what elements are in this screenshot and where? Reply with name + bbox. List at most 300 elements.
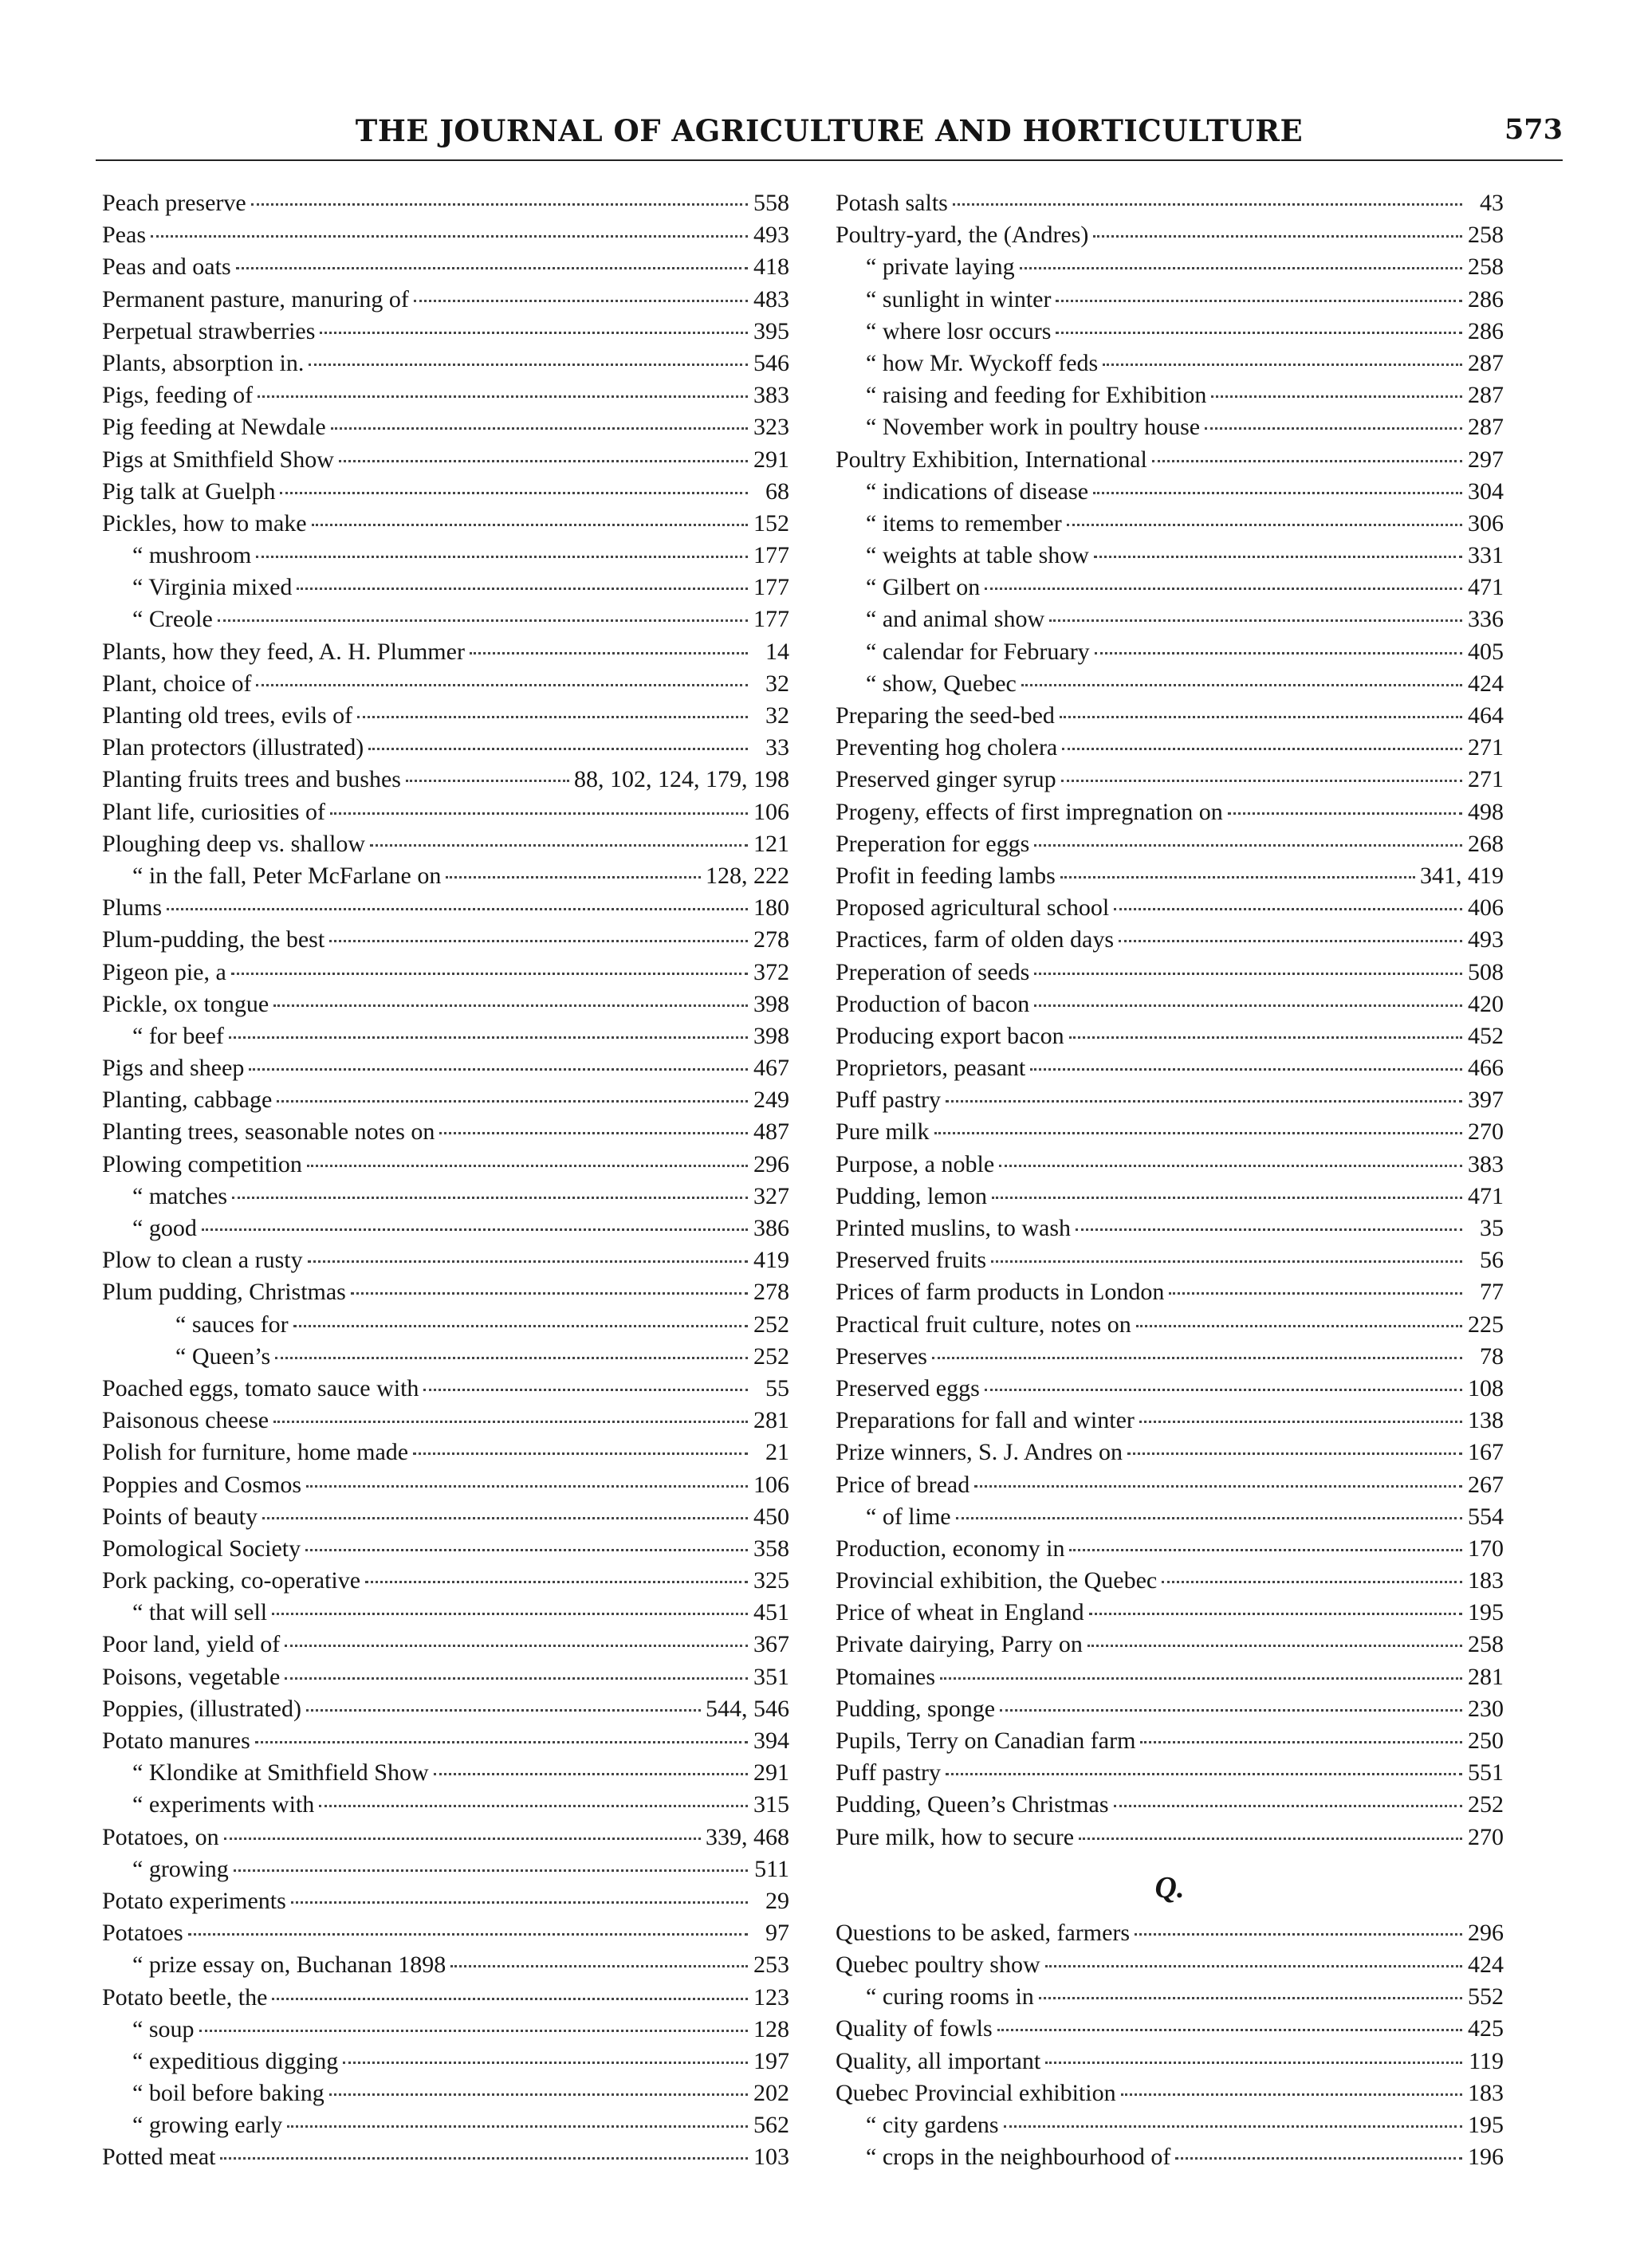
entry-pages: 123 [753,1983,789,2011]
index-entry [836,926,1504,958]
dot-leader [946,1100,1462,1103]
entry-label: Practical fruit culture, notes on [836,1311,1131,1338]
dot-leader [306,1709,701,1712]
entry-pages: 202 [753,2080,789,2107]
entry-label: Paisonous cheese [102,1407,269,1434]
entry-label: Poppies, (illustrated) [102,1695,301,1722]
index-entry [836,382,1504,414]
dot-leader [329,940,748,942]
entry-pages: 339, 468 [706,1823,789,1850]
index-entry [836,414,1504,446]
entry-label: “ Gilbert on [866,574,981,601]
dot-leader [1067,524,1462,526]
index-entry [836,1664,1504,1696]
entry-label: “ and animal show [866,606,1045,633]
index-entry [102,382,789,414]
entry-pages: 306 [1468,509,1504,537]
dot-leader [307,1165,748,1167]
entry-pages: 258 [1468,1631,1504,1658]
dot-leader [470,652,748,654]
dot-leader [1175,2157,1462,2160]
dot-leader [234,1869,748,1872]
index-entry [836,2080,1504,2112]
entry-pages: 106 [753,1471,789,1498]
entry-pages: 450 [753,1503,789,1530]
dot-leader [291,1901,748,1904]
entry-label: “ in the fall, Peter McFarlane on [132,862,442,889]
entry-label: Quality of fowls [836,2015,993,2042]
index-entry [102,1055,789,1087]
header-rule [96,159,1563,161]
entry-label: “ of lime [866,1503,951,1530]
entry-label: Provincial exhibition, the Quebec [836,1567,1158,1594]
entry-label: “ weights at table show [866,542,1089,569]
entry-pages: 138 [1468,1407,1504,1434]
dot-leader [446,876,701,879]
dot-leader [1021,684,1462,686]
entry-pages: 225 [1468,1311,1504,1338]
index-entry [102,894,789,926]
entry-pages: 386 [753,1215,789,1241]
entry-pages: 88, 102, 124, 179, 198 [574,766,789,793]
entry-pages: 68 [765,478,789,505]
entry-pages: 21 [765,1439,789,1466]
entry-label: Pure milk, how to secure [836,1823,1075,1850]
entry-label: “ November work in poultry house [866,414,1201,441]
entry-label: Preserved fruits [836,1247,987,1274]
entry-pages: 471 [1468,574,1504,601]
dot-leader [985,588,1462,590]
dot-leader [285,1677,748,1680]
entry-label: Printed muslins, to wash [836,1215,1072,1241]
dot-leader [1103,364,1462,366]
index-entry [102,254,789,285]
index-entry [836,222,1504,254]
entry-pages: 383 [1468,1150,1504,1177]
dot-leader [343,2062,748,2064]
index-entry [836,1631,1504,1663]
entry-pages: 351 [753,1663,789,1690]
index-entry [102,1984,789,2016]
entry-label: Price of bread [836,1471,970,1498]
index-entry [836,2112,1504,2144]
entry-label: Preserves [836,1342,927,1370]
entry-label: Planting, cabbage [102,1087,273,1114]
index-entry [102,1856,789,1888]
entry-pages: 170 [1468,1535,1504,1562]
dot-leader [308,1260,748,1263]
dot-leader [249,1068,748,1071]
index-entry [102,1183,789,1215]
entry-label: Private dairying, Parry on [836,1631,1083,1658]
index-entry [102,1791,789,1823]
right-entries [836,190,1504,1856]
entry-pages: 493 [753,222,789,249]
entry-label: Pork packing, co-operative [102,1567,361,1594]
entry-label: Potted meat [102,2144,216,2171]
dot-leader [305,1549,748,1551]
entry-pages: 195 [1468,2111,1504,2138]
entry-pages: 327 [753,1182,789,1209]
dot-leader [320,332,748,334]
entry-pages: 287 [1468,382,1504,409]
entry-pages: 323 [753,414,789,441]
entry-pages: 271 [1468,734,1504,761]
entry-pages: 372 [753,958,789,985]
index-entry [102,1952,789,1983]
entry-label: Potato experiments [102,1887,286,1914]
dot-leader [285,1645,748,1647]
index-entry [102,1599,789,1631]
entry-label: Pigs, feeding of [102,382,254,409]
index-entry [836,991,1504,1023]
dot-leader [1169,1292,1462,1295]
dot-leader [999,1165,1462,1167]
dot-leader [258,395,748,398]
entry-label: “ crops in the neighbourhood of [866,2144,1171,2171]
entry-pages: 252 [1468,1791,1504,1818]
entry-label: Poppies and Cosmos [102,1471,302,1498]
entry-label: Pigs at Smithfield Show [102,446,334,473]
dot-leader [229,1036,748,1039]
entry-label: “ where losr occurs [866,317,1052,344]
dot-leader [1020,267,1462,269]
index-entry [102,350,789,382]
entry-label: Planting fruits trees and bushes [102,766,401,793]
dot-leader [287,2125,748,2128]
entry-pages: 197 [753,2047,789,2074]
index-entry [836,542,1504,574]
index-entry [102,831,789,863]
entry-pages: 331 [1468,542,1504,569]
dot-leader [1087,1645,1462,1647]
section-letter-q: Q. [1154,1870,1185,1904]
entry-pages: 35 [1480,1215,1504,1241]
entry-pages: 281 [753,1407,789,1434]
entry-pages: 562 [753,2112,789,2139]
dot-leader [1039,1997,1462,1999]
entry-label: Price of wheat in England [836,1599,1084,1626]
index-entry [836,1023,1504,1055]
entry-pages: 55 [765,1374,789,1401]
entry-label: Pudding, Queen’s Christmas [836,1791,1109,1818]
entry-pages: 103 [753,2144,789,2171]
entry-label: Puff pastry [836,1087,941,1114]
index-entry [836,1311,1504,1343]
entry-label: Ptomaines [836,1663,935,1690]
entry-label: Peas and oats [102,254,231,281]
index-entry [102,2016,789,2048]
dot-leader [985,1389,1462,1391]
dot-leader [331,427,748,430]
index-entry [102,734,789,766]
entry-pages: 32 [765,670,789,697]
entry-pages: 270 [1468,1823,1504,1850]
index-entry [102,1888,789,1920]
dot-leader [329,2093,748,2096]
dot-leader [236,267,748,269]
index-entry [836,1279,1504,1311]
index-entry [836,1118,1504,1150]
entry-label: Practices, farm of olden days [836,926,1115,953]
dot-leader [406,780,569,782]
index-entry [836,799,1504,831]
index-entry [836,1535,1504,1567]
index-entry [836,1567,1504,1599]
entry-label: “ soup [132,2015,195,2042]
entry-pages: 552 [1468,1983,1504,2011]
index-entry [102,542,789,574]
dot-leader [934,1132,1463,1134]
index-entry [836,1472,1504,1503]
dot-leader [450,1965,748,1967]
entry-pages: 258 [1468,222,1504,249]
index-entry [102,1023,789,1055]
entry-pages: 128 [753,2015,789,2042]
entry-pages: 471 [1468,1182,1504,1209]
entry-pages: 183 [1468,1567,1504,1594]
index-entry [102,414,789,446]
dot-leader [992,1197,1462,1199]
entry-label: Pudding, sponge [836,1695,996,1722]
index-entry [836,831,1504,863]
dot-leader [1045,1965,1462,1967]
dot-leader [1045,2062,1462,2064]
index-entry [102,2144,789,2176]
entry-pages: 395 [753,317,789,344]
entry-pages: 286 [1468,285,1504,312]
entry-pages: 464 [1468,702,1504,729]
entry-label: Plums [102,894,163,922]
index-entry [102,1472,789,1503]
dot-leader [306,1485,748,1488]
dot-leader [940,1677,1462,1680]
entry-pages: 250 [1468,1728,1504,1754]
index-column-right [836,190,1504,2176]
entry-label: Potato beetle, the [102,1983,268,2011]
dot-leader [1062,748,1462,750]
entry-label: Polish for furniture, home made [102,1439,409,1466]
entry-label: Points of beauty [102,1503,258,1530]
dot-leader [370,844,748,847]
entry-pages: 487 [753,1118,789,1146]
entry-label: Preserved eggs [836,1374,980,1401]
entry-label: Pigeon pie, a [102,958,226,985]
entry-label: Proposed agricultural school [836,894,1110,922]
entry-label: Progeny, effects of first impregnation on [836,798,1223,825]
entry-pages: 420 [1468,990,1504,1017]
entry-label: Prices of farm products in London [836,1279,1165,1306]
index-entry [836,1824,1504,1856]
dot-leader [1211,395,1462,398]
dot-leader [262,1517,748,1519]
entry-pages: 424 [1468,1951,1504,1978]
q-entries [836,1920,1504,2176]
entry-label: “ curing rooms in [866,1983,1034,2011]
entry-label: Pig talk at Guelph [102,478,276,505]
entry-label: “ experiments with [132,1791,315,1818]
dot-leader [1119,940,1462,942]
entry-label: “ Klondike at Smithfield Show [132,1759,429,1786]
dot-leader [946,1773,1462,1775]
dot-leader [1049,619,1462,622]
dot-leader [251,203,748,206]
dot-leader [224,1838,701,1840]
index-entry [836,959,1504,991]
entry-pages: 183 [1468,2079,1504,2106]
index-entry [102,863,789,894]
dot-leader [991,1260,1462,1263]
entry-pages: 398 [753,990,789,1017]
dot-leader [151,235,748,238]
entry-pages: 249 [753,1087,789,1114]
index-entry [836,1952,1504,1983]
entry-pages: 128, 222 [706,862,789,889]
index-entry [102,510,789,542]
entry-label: Proprietors, peasant [836,1055,1026,1082]
index-entry [836,1920,1504,1952]
entry-label: Profit in feeding lambs [836,862,1056,889]
entry-pages: 358 [753,1535,789,1562]
index-entry [102,222,789,254]
entry-label: Preparing the seed-bed [836,702,1055,729]
entry-label: Prize winners, S. J. Andres on [836,1439,1123,1466]
entry-pages: 268 [1468,830,1504,857]
entry-pages: 56 [1480,1247,1504,1274]
index-entry [836,350,1504,382]
dot-leader [231,973,748,975]
entry-label: Producing export bacon [836,1022,1064,1049]
entry-pages: 398 [753,1022,789,1049]
index-entry [102,639,789,670]
dot-leader [1089,1613,1462,1615]
entry-label: Questions to be asked, farmers [836,1919,1131,1946]
entry-label: Plants, absorption in. [102,349,305,376]
entry-pages: 425 [1468,2015,1504,2042]
index-entry [836,1983,1504,2015]
entry-label: Plum-pudding, the best [102,926,325,953]
index-entry [102,2112,789,2144]
entry-label: Purpose, a noble [836,1150,995,1177]
journal-title: THE JOURNAL OF AGRICULTURE AND HORTICULTURE [355,113,1304,148]
dot-leader [277,1100,748,1103]
entry-pages: 296 [1468,1919,1504,1946]
dot-leader [256,684,748,686]
index-entry [836,1215,1504,1247]
dot-leader [1060,876,1415,879]
index-entry [102,1407,789,1439]
index-entry [102,1759,789,1791]
index-entry [102,2080,789,2112]
index-entry [836,318,1504,350]
page-number: 573 [1504,113,1563,146]
dot-leader [218,619,748,622]
index-entry [102,1343,789,1375]
entry-label: Pig feeding at Newdale [102,414,326,441]
index-entry [102,766,789,798]
dot-leader [1069,1549,1462,1551]
index-entry [102,1631,789,1663]
dot-leader [297,588,748,590]
index-entry [836,1696,1504,1728]
dot-leader [319,1805,748,1807]
entry-label: “ how Mr. Wyckoff feds [866,349,1099,376]
entry-label: “ matches [132,1182,228,1209]
index-entry [102,606,789,638]
dot-leader [351,1292,748,1295]
entry-pages: 397 [1468,1087,1504,1114]
entry-label: Plow to clean a rusty [102,1247,303,1274]
dot-leader [272,1613,748,1615]
index-entry [102,1439,789,1471]
entry-pages: 418 [753,254,789,281]
entry-label: “ calendar for February [866,638,1090,665]
dot-leader [256,556,748,558]
entry-pages: 196 [1468,2144,1504,2171]
entry-pages: 78 [1480,1342,1504,1370]
index-entry [836,1183,1504,1215]
index-entry [102,1118,789,1150]
index-entry [836,254,1504,285]
dot-leader [1004,2125,1462,2128]
entry-pages: 278 [753,926,789,953]
dot-leader [272,1998,748,2000]
dot-leader [1069,1036,1462,1039]
entry-label: Plant, choice of [102,670,252,697]
entry-label: Production, economy in [836,1535,1065,1562]
entry-pages: 108 [1468,1374,1504,1401]
entry-pages: 270 [1468,1118,1504,1146]
entry-pages: 551 [1468,1759,1504,1786]
entry-pages: 195 [1468,1599,1504,1626]
entry-label: Pomological Society [102,1535,301,1562]
entry-label: Plants, how they feed, A. H. Plummer [102,638,465,665]
entry-label: Pickles, how to make [102,509,307,537]
index-entry [102,1215,789,1247]
dot-leader [423,1389,748,1391]
dot-leader [932,1357,1462,1359]
entry-pages: 493 [1468,926,1504,953]
index-entry [836,1728,1504,1759]
index-entry [836,2144,1504,2176]
index-entry [102,799,789,831]
index-entry [102,959,789,991]
entry-label: Production of bacon [836,990,1030,1017]
entry-pages: 258 [1468,254,1504,281]
dot-leader [953,203,1462,206]
dot-leader [1034,973,1462,975]
dot-leader [1139,1421,1462,1423]
dot-leader [414,300,748,302]
entry-label: Pudding, lemon [836,1182,988,1209]
entry-pages: 177 [753,606,789,633]
index-entry [836,2048,1504,2080]
entry-pages: 554 [1468,1503,1504,1530]
dot-leader [339,460,748,462]
dot-leader [232,1197,748,1199]
index-entry [836,1439,1504,1471]
index-entry [102,702,789,734]
entry-label: “ indications of disease [866,478,1089,505]
dot-leader [188,1933,748,1936]
dot-leader [1079,1838,1462,1840]
entry-label: Ploughing deep vs. shallow [102,830,365,857]
entry-pages: 286 [1468,317,1504,344]
entry-label: Potato manures [102,1728,250,1754]
index-entry [836,190,1504,222]
index-entry [102,1920,789,1952]
entry-label: “ Queen’s [175,1342,271,1370]
